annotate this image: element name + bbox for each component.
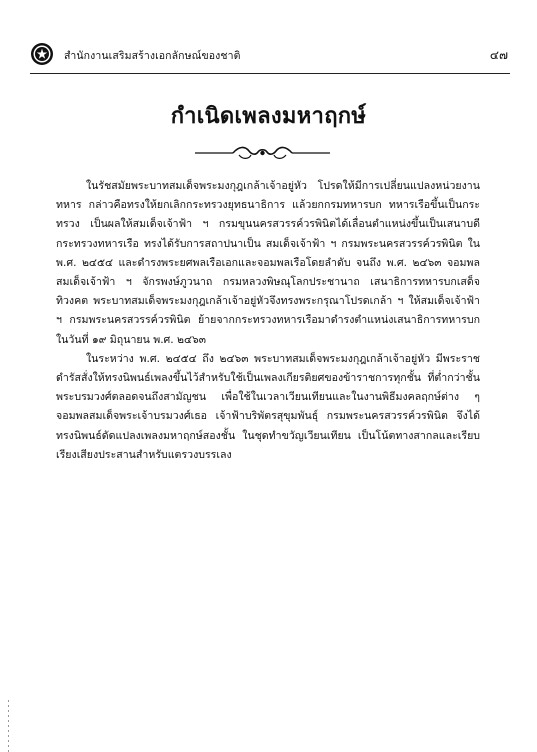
decorative-flourish-divider bbox=[195, 143, 330, 163]
office-seal-icon bbox=[30, 42, 54, 66]
page-header bbox=[30, 40, 510, 70]
office-name: สำนักงานเสริมสร้างเอกลักษณ์ของชาติ bbox=[64, 50, 241, 62]
paragraph-2: ในระหว่าง พ.ศ. ๒๔๕๔ ถึง ๒๔๖๓ พระบาทสมเด็จพระมงกุฎเกล้าเจ้าอยู่หัว มีพระราชดำรัสสั่งให้ทรงนิพนธ์เพลงขึ้นไว้สำหรับใช้เป็นเพลงเกียรติยศของข้าราชการทุกชั้น ที่ต่ำกว่าชั้นพระบรมวงศ์ตลอดจนถึงสามัญชน เพื่อใช้ในเวลาเวียนเทียนและในงานพิธีมงคลฤกษ์ต่าง ๆ จอมพลสมเด็จพระเจ้าบรมวงศ์เธอ เจ้าฟ้าบริพัตรสุขุมพันธุ์ กรมพระนครสวรรค์วรพินิต จึงได้ทรงนิพนธ์ดัดแปลงเพลงมหาฤกษ์สองชั้น ในชุดทำขวัญเวียนเทียน เป็นโน้ตทางสากลและเรียบเรียงเสียงประสานสำหรับแตรวงบรรเลง bbox=[56, 352, 480, 461]
page-number: ๔๗ bbox=[489, 48, 508, 62]
paragraph-1: ในรัชสมัยพระบาทสมเด็จพระมงกุฎเกล้าเจ้าอยู่หัว โปรดให้มีการเปลี่ยนแปลงหน่วยงานทหาร กล่าวคือทรงให้ยกเลิกกระทรวงยุทธนาธิการ แล้วยกกรมทหารบก ทหารเรือขึ้นเป็นกระทรวง เป็นผลให้สมเด็จเจ้าฟ้า ฯ กรมขุนนครสวรรค์วรพินิตได้เลื่อนตำแหน่งขึ้นเป็นเสนาบดีกระทรวงทหารเรือ ทรงได้รับการสถาปนาเป็น สมเด็จเจ้าฟ้า ฯ กรมพระนครสวรรค์วรพินิต ใน พ.ศ. ๒๔๕๔ และดำรงพระยศพลเรือเอกและจอมพลเรือโดยลำดับ จนถึง พ.ศ. ๒๔๖๓ จอมพล สมเด็จเจ้าฟ้า ฯ จักรพงษ์ภูวนาถ กรมหลวงพิษณุโลกประชานาถ เสนาธิการทหารบกเสด็จทิวงคต พระบาทสมเด็จพระมงกุฎเกล้าเจ้าอยู่หัวจึงทรงพระกรุณาโปรดเกล้า ฯ ให้สมเด็จเจ้าฟ้า ฯ กรมพระนครสวรรค์วรพินิต ย้ายจากกระทรวงทหารเรือมาดำรงตำแหน่งเสนาธิการทหารบก ในวันที่ ๑๙ มิถุนายน พ.ศ. ๒๔๖๓ bbox=[56, 180, 480, 346]
scan-edge-mark bbox=[8, 700, 9, 752]
page-title: กำเนิดเพลงมหาฤกษ์ bbox=[170, 104, 367, 129]
header-divider bbox=[30, 73, 510, 74]
body-text bbox=[56, 177, 480, 465]
